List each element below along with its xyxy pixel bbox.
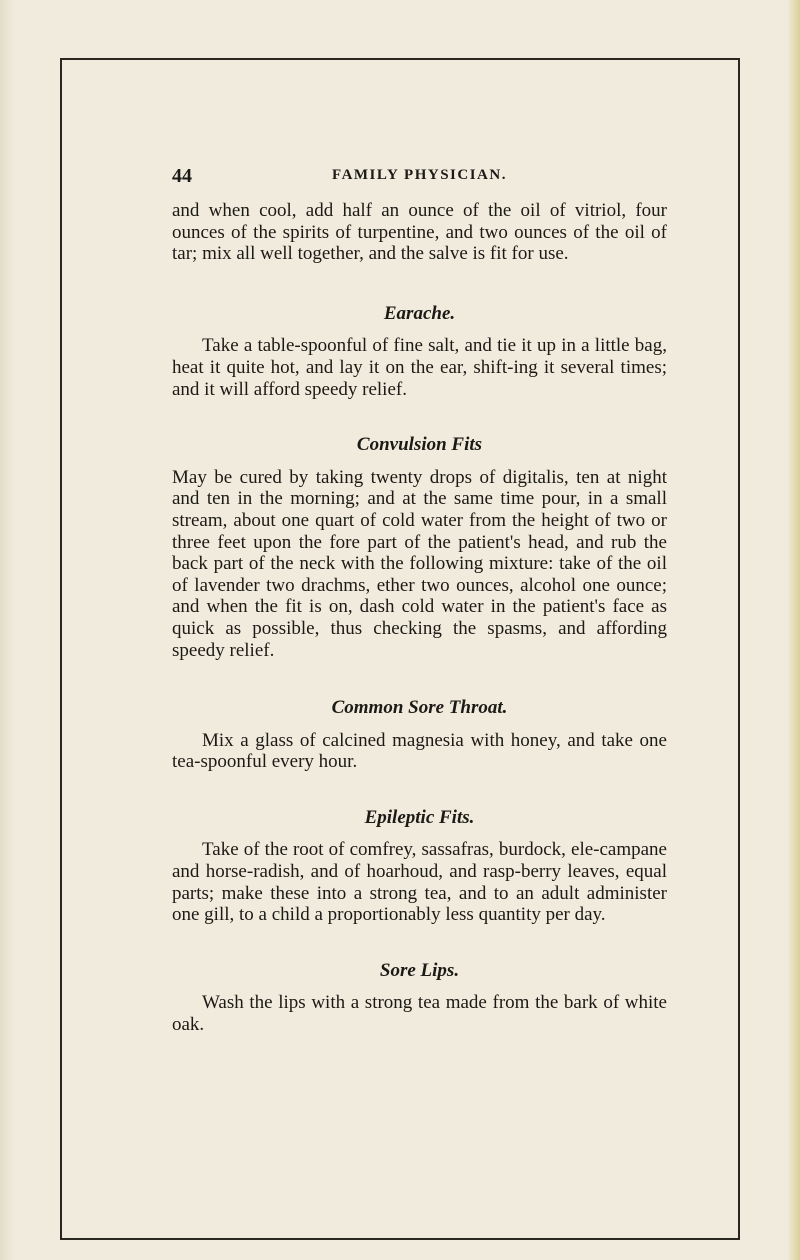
page-body [172,200,667,1036]
heading-common-sore-throat: Common Sore Throat. [331,697,508,719]
paragraph-common-sore-throat: Mix a glass of calcined magnesia with honey, and take one tea-spoonful every hour. [172,729,667,773]
intro-paragraph: and when cool, add half an ounce of the oil of vitriol, four ounces of the spirits of turpentine, and two ounces of the oil of tar; mix all well together, and the salve is fit for use. [172,200,667,265]
page-right-edge [788,0,800,1260]
paragraph-epileptic-fits: Take of the root of comfrey, sassafras, burdock, ele-campane and horse-radish, and of hoarhoud, and rasp-berry leaves, equal parts; make these into a strong tea, and to an adult administer one gill, to a child a proportionably less quantity per day. [172,839,667,926]
heading-sore-lips: Sore Lips. [379,959,460,981]
page-left-edge [0,0,14,1260]
paragraph-earache: Take a table-spoonful of fine salt, and tie it up in a little bag, heat it quite hot, and lay it on the ear, shift-ing it several times; and it will afford speedy relief. [172,335,667,400]
heading-convulsion-fits: Convulsion Fits [356,434,483,456]
heading-earache: Earache. [383,302,456,324]
page-number: 44 [172,165,192,187]
running-head [172,165,667,193]
heading-epileptic-fits: Epileptic Fits. [364,806,475,828]
running-title: FAMILY PHYSICIAN. [332,167,507,183]
paragraph-sore-lips: Wash the lips with a strong tea made from the bark of white oak. [172,992,667,1036]
paragraph-convulsion-fits: May be cured by taking twenty drops of digitalis, ten at night and ten in the morning; and at the same time pour, in a small stream, about one quart of cold water from the height of two or three feet upon the fore part of the patient's head, and rub the back part of the neck with the following mixture: take of the oil of lavender two drachms, ether two ounces, alcohol one ounce; and when the fit is on, dash cold water in the patient's face as quick as possible, thus checking the spasms, and affording speedy relief. [172,466,667,661]
